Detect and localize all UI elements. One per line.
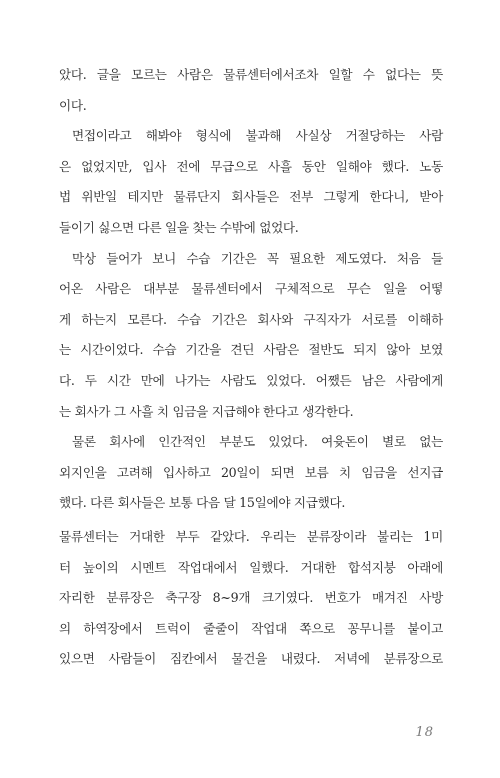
text-line: 어온 사람은 대부분 물류센터에서 구체적으로 무슨 일을 어떻 [59, 281, 443, 297]
text-line: 법 위반일 테지만 물류단지 회사들은 전부 그렇게 한다니, 받아 [59, 189, 443, 205]
text-line: 막상 들어가 보니 수습 기간은 꼭 필요한 제도였다. 처음 들 [72, 250, 443, 266]
text-line: 물류센터는 거대한 부두 같았다. 우리는 분류장이라 불리는 1미 [59, 529, 443, 544]
text-line: 게 하는지 모른다. 수습 기간은 회사와 구직자가 서로를 이해하 [59, 311, 443, 327]
text-line: 이다. [59, 97, 87, 113]
text-line: 은 없었지만, 입사 전에 무급으로 사흘 동안 일해야 했다. 노동 [59, 158, 443, 174]
text-line: 면접이라고 해봐야 형식에 불과해 사실상 거절당하는 사람 [72, 128, 443, 144]
text-line: 의 하역장에서 트럭이 줄줄이 작업대 쪽으로 꽁무니를 붙이고 [59, 620, 443, 636]
text-line: 외지인을 고려해 입사하고 20일이 되면 보름 치 임금을 선지급 [59, 464, 443, 480]
text-line: 았다. 글을 모르는 사람은 물류센터에서조차 일할 수 없다는 뜻 [59, 67, 443, 82]
text-line: 는 회사가 그 사흘 치 임금을 지급해야 한다고 생각한다. [59, 403, 354, 419]
text-line: 터 높이의 시멘트 작업대에서 일했다. 거대한 합석지붕 아래에 [59, 559, 443, 575]
text-line: 있으면 사람들이 짐칸에서 물건을 내렸다. 저녁에 분류장으로 [59, 651, 443, 667]
text-line: 자리한 분류장은 축구장 8~9개 크기였다. 번호가 매겨진 사방 [59, 590, 443, 606]
text-line: 다. 두 시간 만에 나가는 사람도 있었다. 어쨌든 남은 사람에게 [59, 372, 443, 388]
text-line: 는 시간이었다. 수습 기간을 견딘 사람은 절반도 되지 않아 보였 [59, 342, 443, 358]
page-number: 18 [415, 725, 434, 740]
section-1-text [59, 60, 443, 519]
text-line: 들이기 싫으면 다른 일을 찾는 수밖에 없었다. [59, 219, 299, 235]
text-line: 물론 회사에 인간적인 부분도 있었다. 여윳돈이 별로 없는 [72, 434, 443, 450]
section-2-text [59, 522, 443, 675]
text-line: 했다. 다른 회사들은 보통 다음 달 15일에야 지급했다. [59, 495, 346, 511]
